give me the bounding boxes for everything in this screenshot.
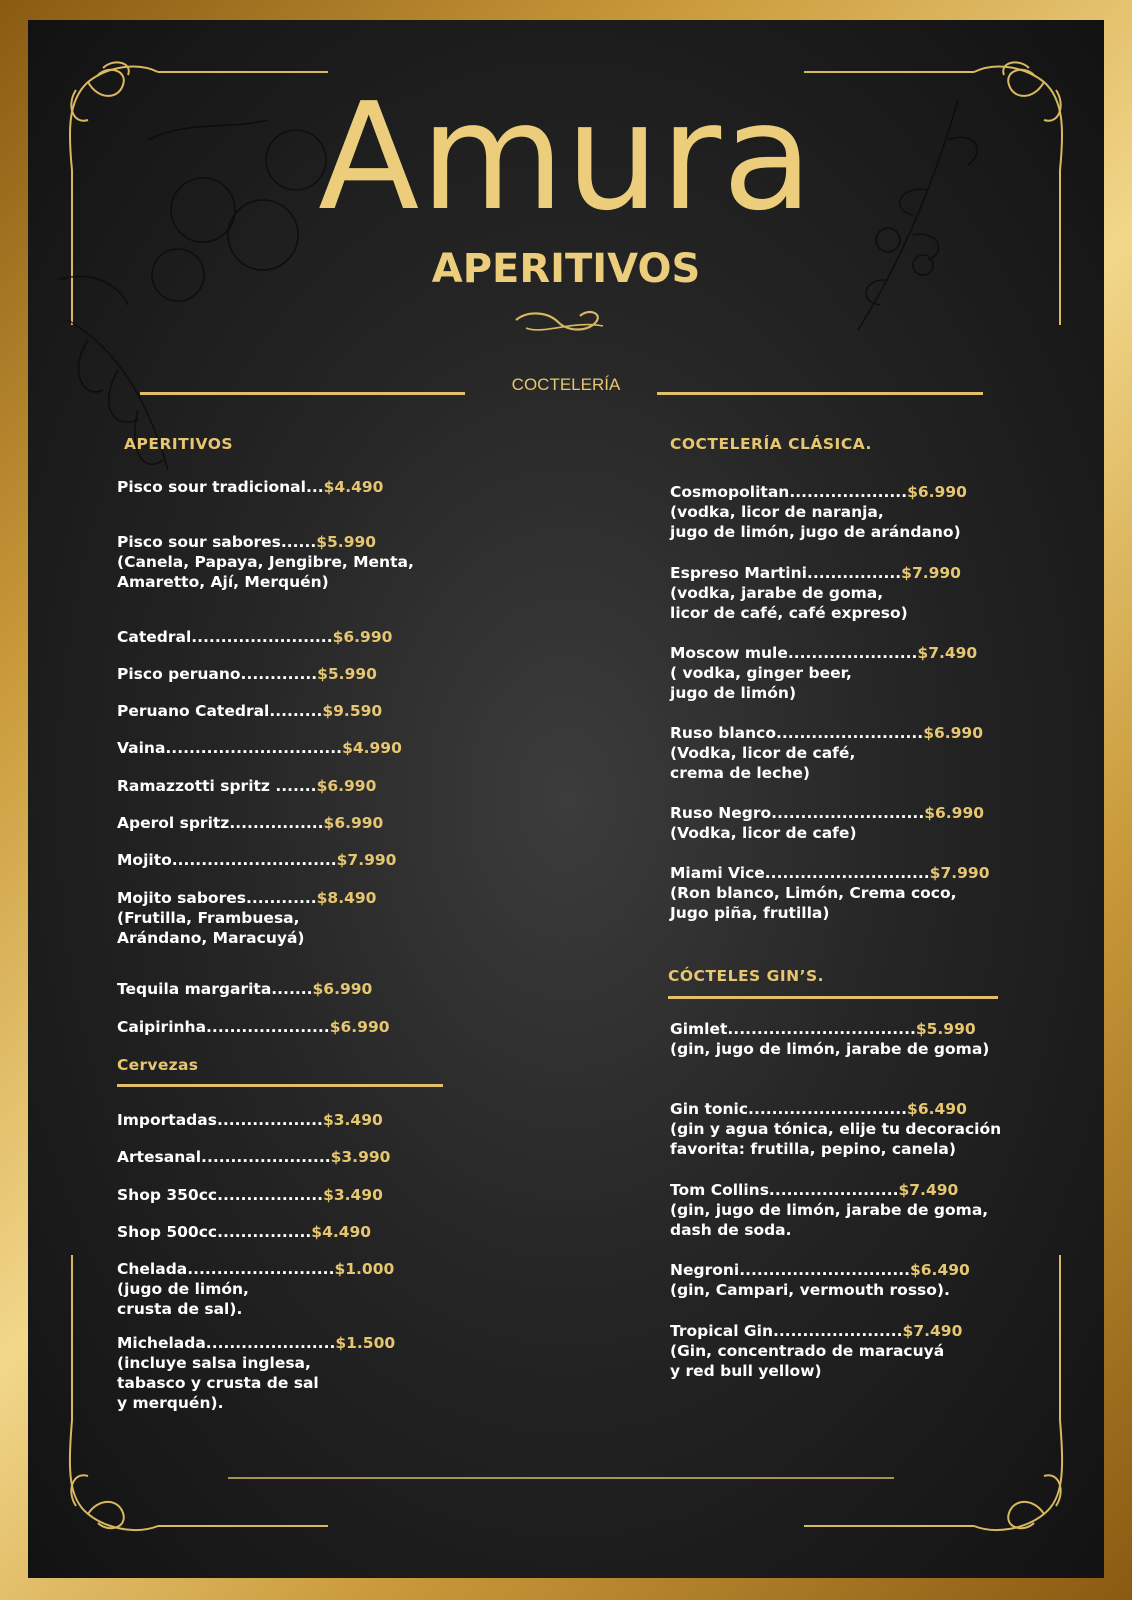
item-description: (gin, Campari, vermouth rosso). [670, 1281, 950, 1299]
menu-item [670, 1019, 989, 1059]
menu-item [670, 563, 961, 623]
menu-item [117, 1333, 395, 1413]
item-price: $7.990 [929, 864, 990, 882]
menu-item [670, 1260, 970, 1300]
item-price: $6.990 [332, 628, 393, 646]
menu-item [670, 863, 990, 923]
item-name: Catedral........................ [117, 628, 333, 646]
item-name: Negroni............................. [670, 1261, 910, 1279]
menu-item [670, 803, 984, 843]
item-price: $5.990 [317, 665, 377, 683]
item-description: (Vodka, licor de cafe) [670, 824, 857, 842]
item-name: Michelada...................... [117, 1334, 336, 1352]
item-name: Chelada......................... [117, 1260, 335, 1278]
item-description: (gin y agua tónica, elije tu decoración [670, 1120, 1002, 1138]
item-name: Caipirinha..................... [117, 1018, 330, 1036]
item-price: $4.490 [323, 478, 384, 496]
item-name: Pisco sour sabores...... [117, 533, 317, 551]
item-description: (Vodka, licor de café, [670, 744, 856, 762]
menu-item [117, 627, 392, 647]
item-description: (vodka, licor de naranja, [670, 503, 884, 521]
item-name: Pisco peruano............. [117, 665, 318, 683]
item-price: $7.490 [898, 1181, 959, 1199]
item-name: Artesanal...................... [117, 1148, 331, 1166]
item-price: $8.490 [316, 889, 377, 907]
item-description: (incluye salsa inglesa, [117, 1354, 311, 1372]
item-price: $7.490 [917, 644, 978, 662]
item-description: jugo de limón) [670, 684, 797, 702]
item-description: ( vodka, ginger beer, [670, 664, 852, 682]
item-description: (Canela, Papaya, Jengibre, Menta, [117, 553, 414, 571]
item-name: Cosmopolitan.................... [670, 483, 908, 501]
menu-item [117, 738, 402, 758]
item-name: Shop 350cc.................. [117, 1186, 324, 1204]
aperitivos-heading: APERITIVOS [124, 435, 234, 453]
menu-item [117, 1147, 390, 1167]
clasica-heading: COCTELERÍA CLÁSICA. [670, 435, 872, 453]
item-name: Gin tonic........................... [670, 1100, 908, 1118]
brand-logo: Amura [318, 71, 814, 243]
item-description: (Ron blanco, Limón, Crema coco, [670, 884, 957, 902]
menu-item [117, 701, 382, 721]
item-name: Mojito............................ [117, 851, 337, 869]
item-description: (Gin, concentrado de maracuyá [670, 1342, 945, 1360]
menu-item [117, 477, 383, 497]
item-name: Shop 500cc................ [117, 1223, 312, 1241]
item-description: y merquén). [117, 1394, 224, 1412]
menu-item [117, 1017, 390, 1037]
menu-item [117, 1110, 383, 1130]
item-price: $6.990 [923, 724, 984, 742]
item-name: Ramazzotti spritz ....... [117, 777, 317, 795]
menu-item [117, 1259, 394, 1319]
item-price: $7.490 [902, 1322, 963, 1340]
item-name: Espreso Martini................ [670, 564, 902, 582]
menu-item [670, 723, 983, 783]
item-description: favorita: frutilla, pepino, canela) [670, 1140, 956, 1158]
cervezas-divider [117, 1084, 443, 1087]
cervezas-heading: Cervezas [117, 1056, 199, 1074]
item-price: $7.990 [336, 851, 397, 869]
menu-item [117, 1222, 371, 1242]
item-name: Miami Vice............................ [670, 864, 930, 882]
item-price: $3.490 [323, 1186, 383, 1204]
item-price: $3.990 [330, 1148, 391, 1166]
item-description: y red bull yellow) [670, 1362, 822, 1380]
item-price: $6.990 [329, 1018, 390, 1036]
item-price: $9.590 [322, 702, 383, 720]
menu-item [117, 776, 376, 796]
item-price: $6.990 [924, 804, 985, 822]
item-price: $3.490 [322, 1111, 383, 1129]
item-price: $4.990 [342, 739, 402, 757]
menu-item [670, 643, 977, 703]
item-description: (gin, jugo de limón, jarabe de goma) [670, 1040, 990, 1058]
item-description: crema de leche) [670, 764, 810, 782]
item-price: $6.490 [909, 1261, 970, 1279]
item-description: (vodka, jarabe de goma, [670, 584, 884, 602]
item-description: crusta de sal). [117, 1300, 243, 1318]
item-price: $5.990 [316, 533, 377, 551]
item-name: Pisco sour tradicional... [117, 478, 324, 496]
item-name: Mojito sabores............ [117, 889, 317, 907]
item-price: $6.990 [907, 483, 967, 501]
menu-item [670, 1321, 962, 1381]
menu-item [117, 1185, 383, 1205]
menu-item [670, 1099, 1001, 1159]
item-price: $5.990 [915, 1020, 976, 1038]
item-price: $1.500 [335, 1334, 396, 1352]
item-name: Aperol spritz................ [117, 814, 324, 832]
item-description: (jugo de limón, [117, 1280, 249, 1298]
item-price: $6.990 [323, 814, 384, 832]
menu-item [117, 664, 377, 684]
item-name: Tom Collins...................... [670, 1181, 899, 1199]
item-description: tabasco y crusta de sal [117, 1374, 319, 1392]
menu-item [117, 850, 396, 870]
item-name: Gimlet................................ [670, 1020, 916, 1038]
section-label: COCTELERÍA [511, 375, 621, 394]
page-subtitle: APERITIVOS [431, 246, 701, 292]
item-name: Tropical Gin...................... [670, 1322, 903, 1340]
item-name: Ruso blanco......................... [670, 724, 924, 742]
item-description: dash de soda. [670, 1221, 792, 1239]
item-name: Importadas.................. [117, 1111, 323, 1129]
gins-heading: CÓCTELES GIN’S. [668, 967, 825, 985]
gins-divider [668, 996, 998, 999]
item-description: (gin, jugo de limón, jarabe de goma, [670, 1201, 989, 1219]
item-name: Tequila margarita....... [117, 980, 313, 998]
divider-right [657, 392, 983, 395]
item-description: Jugo piña, frutilla) [670, 904, 830, 922]
item-description: licor de café, café expreso) [670, 604, 908, 622]
item-price: $6.490 [907, 1100, 967, 1118]
menu-item [670, 1180, 988, 1240]
item-name: Ruso Negro.......................... [670, 804, 925, 822]
item-price: $6.990 [316, 777, 377, 795]
item-name: Peruano Catedral......... [117, 702, 323, 720]
item-name: Moscow mule...................... [670, 644, 918, 662]
menu-item [117, 888, 376, 948]
menu-panel [28, 20, 1104, 1578]
item-description: Arándano, Maracuyá) [117, 929, 305, 947]
item-name: Vaina.............................. [117, 739, 343, 757]
item-description: Amaretto, Ají, Merquén) [117, 573, 329, 591]
item-description: jugo de limón, jugo de arándano) [670, 523, 961, 541]
menu-item [117, 979, 372, 999]
menu-item [117, 813, 383, 833]
item-price: $1.000 [334, 1260, 395, 1278]
item-price: $4.490 [311, 1223, 372, 1241]
item-price: $7.990 [901, 564, 961, 582]
menu-item [670, 482, 967, 542]
menu-item [117, 532, 414, 592]
item-description: (Frutilla, Frambuesa, [117, 909, 300, 927]
divider-left [140, 392, 465, 395]
item-price: $6.990 [312, 980, 373, 998]
